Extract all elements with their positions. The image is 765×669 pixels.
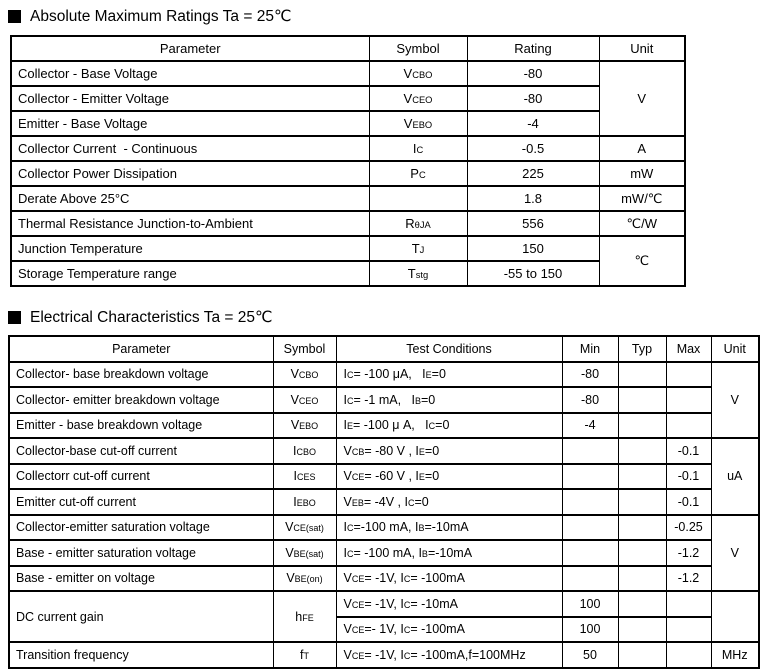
min-cell <box>562 489 618 515</box>
conditions-cell: VEB= -4V , IC=0 <box>336 489 562 515</box>
col-header-symbol: Symbol <box>273 336 336 362</box>
col-header-parameter: Parameter <box>11 36 369 61</box>
table-row <box>9 464 759 490</box>
table-row <box>9 413 759 439</box>
table-row <box>9 540 759 566</box>
unit-cell: uA <box>711 438 759 515</box>
conditions-cell: IC= -100 mA, IB=-10mA <box>336 540 562 566</box>
table-row <box>11 186 685 211</box>
parameter-cell: Collector Power Dissipation <box>11 161 369 186</box>
min-cell <box>562 566 618 592</box>
amr-section-title-text: Absolute Maximum Ratings Ta = 25℃ <box>30 8 292 25</box>
rating-cell: 150 <box>467 236 599 261</box>
rating-cell: 556 <box>467 211 599 236</box>
symbol-cell: hFE <box>273 591 336 642</box>
symbol-cell: VBE(on) <box>273 566 336 592</box>
unit-cell: V <box>711 362 759 439</box>
symbol-cell: ICES <box>273 464 336 490</box>
parameter-cell: Junction Temperature <box>11 236 369 261</box>
rating-cell: -80 <box>467 86 599 111</box>
min-cell: 50 <box>562 642 618 668</box>
conditions-cell: VCE= -1V, IC= -10mA <box>336 591 562 617</box>
unit-cell: V <box>711 515 759 592</box>
parameter-cell: Collector - Base Voltage <box>11 61 369 86</box>
min-cell: 100 <box>562 617 618 643</box>
symbol-cell: VCEO <box>273 387 336 413</box>
table-row <box>11 261 685 286</box>
min-cell: -80 <box>562 362 618 388</box>
amr-header-row <box>11 36 685 61</box>
max-cell <box>666 591 711 617</box>
symbol-cell: PC <box>369 161 467 186</box>
symbol-cell: TJ <box>369 236 467 261</box>
min-cell <box>562 515 618 541</box>
min-cell: -80 <box>562 387 618 413</box>
max-cell <box>666 413 711 439</box>
ec-section-title <box>8 308 765 327</box>
table-row <box>11 136 685 161</box>
conditions-cell: IC=-100 mA, IB=-10mA <box>336 515 562 541</box>
table-row <box>11 111 685 136</box>
conditions-cell: VCE= -1V, IC= -100mA <box>336 566 562 592</box>
parameter-cell: Collector-base cut-off current <box>9 438 273 464</box>
parameter-cell: Collector - Emitter Voltage <box>11 86 369 111</box>
unit-cell <box>711 591 759 642</box>
rating-cell: -80 <box>467 61 599 86</box>
ec-section-title-text: Electrical Characteristics Ta = 25℃ <box>30 309 273 326</box>
col-header-rating: Rating <box>467 36 599 61</box>
max-cell: -1.2 <box>666 540 711 566</box>
parameter-cell: Collector Current - Continuous <box>11 136 369 161</box>
symbol-cell: VBE(sat) <box>273 540 336 566</box>
unit-cell: mW/℃ <box>599 186 685 211</box>
table-row <box>9 489 759 515</box>
max-cell <box>666 642 711 668</box>
parameter-cell: DC current gain <box>9 591 273 642</box>
table-row <box>9 387 759 413</box>
typ-cell <box>618 515 666 541</box>
unit-cell: ℃/W <box>599 211 685 236</box>
typ-cell <box>618 489 666 515</box>
min-cell <box>562 464 618 490</box>
min-cell: -4 <box>562 413 618 439</box>
symbol-cell: IEBO <box>273 489 336 515</box>
typ-cell <box>618 566 666 592</box>
max-cell: -1.2 <box>666 566 711 592</box>
symbol-cell: RθJA <box>369 211 467 236</box>
parameter-cell: Derate Above 25°C <box>11 186 369 211</box>
unit-cell: A <box>599 136 685 161</box>
conditions-cell: IC= -1 mA, IB=0 <box>336 387 562 413</box>
table-row <box>9 362 759 388</box>
rating-cell: -4 <box>467 111 599 136</box>
typ-cell <box>618 413 666 439</box>
table-row <box>9 515 759 541</box>
table-row <box>11 236 685 261</box>
max-cell <box>666 617 711 643</box>
parameter-cell: Thermal Resistance Junction-to-Ambient <box>11 211 369 236</box>
col-header-unit: Unit <box>711 336 759 362</box>
conditions-cell: VCE= -1V, IC= -100mA,f=100MHz <box>336 642 562 668</box>
max-cell: -0.25 <box>666 515 711 541</box>
table-row <box>9 591 759 617</box>
col-header-symbol: Symbol <box>369 36 467 61</box>
ec-header-row <box>9 336 759 362</box>
conditions-cell: VCE= -60 V , IE=0 <box>336 464 562 490</box>
table-row <box>9 642 759 668</box>
max-cell: -0.1 <box>666 464 711 490</box>
parameter-cell: Base - emitter saturation voltage <box>9 540 273 566</box>
amr-section-title <box>8 7 765 26</box>
section-bullet-icon <box>8 311 21 324</box>
symbol-cell: VEBO <box>273 413 336 439</box>
typ-cell <box>618 642 666 668</box>
symbol-cell: VCBO <box>369 61 467 86</box>
parameter-cell: Collectorr cut-off current <box>9 464 273 490</box>
col-header-conditions: Test Conditions <box>336 336 562 362</box>
typ-cell <box>618 617 666 643</box>
col-header-max: Max <box>666 336 711 362</box>
conditions-cell: IC= -100 μA, IE=0 <box>336 362 562 388</box>
rating-cell: -0.5 <box>467 136 599 161</box>
parameter-cell: Emitter - base breakdown voltage <box>9 413 273 439</box>
symbol-cell: Tstg <box>369 261 467 286</box>
min-cell <box>562 438 618 464</box>
typ-cell <box>618 387 666 413</box>
parameter-cell: Emitter - Base Voltage <box>11 111 369 136</box>
unit-cell: V <box>599 61 685 136</box>
parameter-cell: Storage Temperature range <box>11 261 369 286</box>
parameter-cell: Collector- base breakdown voltage <box>9 362 273 388</box>
unit-cell: mW <box>599 161 685 186</box>
unit-cell: ℃ <box>599 236 685 286</box>
typ-cell <box>618 438 666 464</box>
col-header-typ: Typ <box>618 336 666 362</box>
table-row <box>11 161 685 186</box>
typ-cell <box>618 362 666 388</box>
typ-cell <box>618 464 666 490</box>
typ-cell <box>618 591 666 617</box>
parameter-cell: Base - emitter on voltage <box>9 566 273 592</box>
min-cell <box>562 540 618 566</box>
symbol-cell: IC <box>369 136 467 161</box>
rating-cell: 225 <box>467 161 599 186</box>
conditions-cell: VCB= -80 V , IE=0 <box>336 438 562 464</box>
parameter-cell: Emitter cut-off current <box>9 489 273 515</box>
symbol-cell: VEBO <box>369 111 467 136</box>
symbol-cell: ICBO <box>273 438 336 464</box>
max-cell: -0.1 <box>666 489 711 515</box>
absolute-maximum-ratings-table <box>10 35 686 287</box>
table-row <box>11 61 685 86</box>
table-row <box>11 86 685 111</box>
max-cell <box>666 387 711 413</box>
col-header-unit: Unit <box>599 36 685 61</box>
table-row <box>9 438 759 464</box>
typ-cell <box>618 540 666 566</box>
parameter-cell: Collector-emitter saturation voltage <box>9 515 273 541</box>
rating-cell: 1.8 <box>467 186 599 211</box>
unit-cell: MHz <box>711 642 759 668</box>
table-row <box>11 211 685 236</box>
section-bullet-icon <box>8 10 21 23</box>
symbol-cell <box>369 186 467 211</box>
max-cell: -0.1 <box>666 438 711 464</box>
min-cell: 100 <box>562 591 618 617</box>
electrical-characteristics-table <box>8 335 760 669</box>
col-header-parameter: Parameter <box>9 336 273 362</box>
conditions-cell: IE= -100 μ A, IC=0 <box>336 413 562 439</box>
parameter-cell: Transition frequency <box>9 642 273 668</box>
symbol-cell: VCBO <box>273 362 336 388</box>
conditions-cell: VCE=- 1V, IC= -100mA <box>336 617 562 643</box>
symbol-cell: VCE(sat) <box>273 515 336 541</box>
symbol-cell: VCEO <box>369 86 467 111</box>
symbol-cell: fT <box>273 642 336 668</box>
max-cell <box>666 362 711 388</box>
rating-cell: -55 to 150 <box>467 261 599 286</box>
table-row <box>9 566 759 592</box>
parameter-cell: Collector- emitter breakdown voltage <box>9 387 273 413</box>
col-header-min: Min <box>562 336 618 362</box>
